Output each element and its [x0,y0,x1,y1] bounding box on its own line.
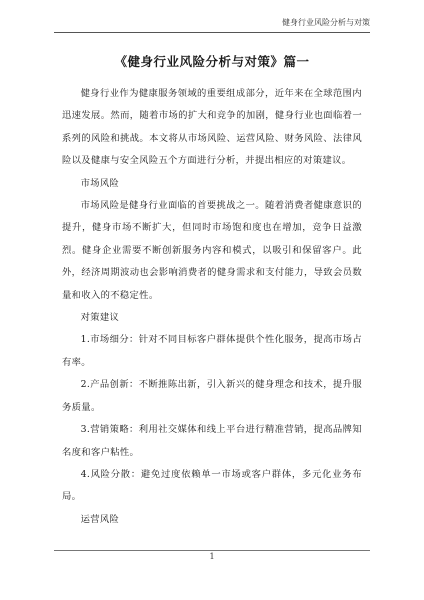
section-heading-market-risk: 市场风险 [80,177,120,189]
recommendation-item: 1.市场细分：针对不同目标客户群体提供个性化服务，提高市场占有率。 [62,334,362,368]
recommendation-item: 4.风险分散：避免过度依赖单一市场或客户群体，多元化业务布局。 [62,468,362,503]
document-body [62,83,362,531]
footer-divider [54,550,370,551]
market-risk-paragraph: 市场风险是健身行业面临的首要挑战之一。随着消费者健康意识的提升，健身市场不断扩大，但同时市场饱和度也在增加，竞争日益激烈。健身企业需要不断创新服务内容和模式，以吸引和保留客户。此外，经济周期波动也会影响消费者的健身需求和支付能力，导致会员数量和收入的不稳定性。 [62,200,362,301]
section-heading-operational-risk: 运营风险 [80,513,120,525]
page-number: 1 [209,552,215,561]
running-header: 健身行业风险分析与对策 [282,18,370,27]
document-title: 《健身行业风险分析与对策》篇一 [114,54,310,69]
header-divider [54,32,370,33]
recommendation-item: 3.营销策略：利用社交媒体和线上平台进行精准营销，提高品牌知名度和客户粘性。 [62,424,362,458]
recommendation-item: 2.产品创新：不断推陈出新，引入新兴的健身理念和技术，提升服务质量。 [62,379,362,413]
section-heading-recommendations: 对策建议 [80,312,120,324]
intro-paragraph: 健身行业作为健康服务领域的重要组成部分，近年来在全球范围内迅速发展。然而，随着市场的扩大和竞争的加剧，健身行业也面临着一系列的风险和挑战。本文将从市场风险、运营风险、财务风险、法律风险以及健康与安全风险五个方面进行分析，并提出相应的对策建议。 [62,88,362,167]
